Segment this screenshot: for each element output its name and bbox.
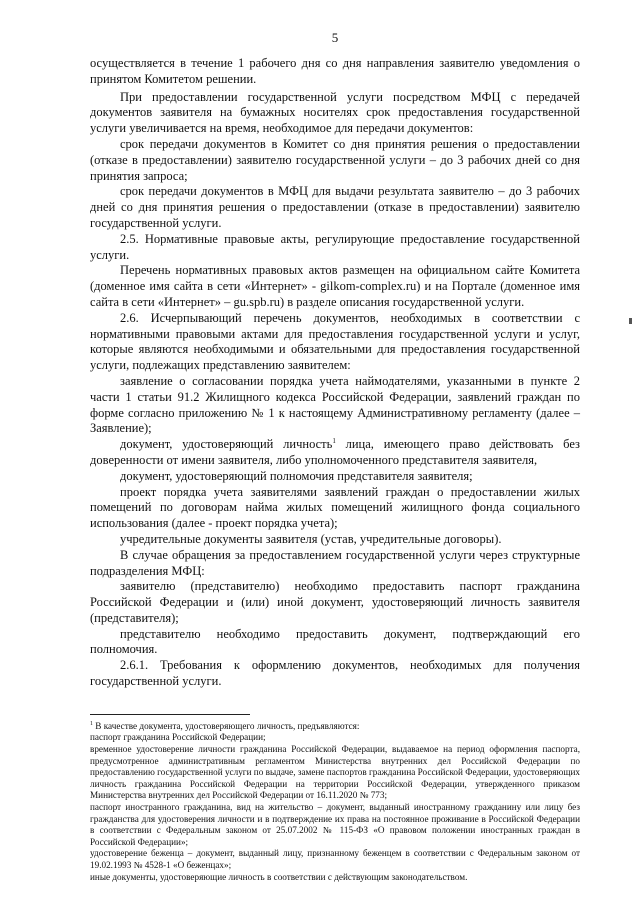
section-heading: 2.5. Нормативные правовые акты, регулирующие предоставление государственной услуги. [90,231,580,262]
scan-edge-mark [629,318,632,324]
footnote-ref[interactable]: 1 [332,436,336,445]
paragraph: срок передачи документов в Комитет со дня принятия решения о предоставлении (отказе в предоставлении) заявителю государственной услуги – до 3 рабочих дней со дня принятия запроса; [90,136,580,183]
footnote-item: паспорт гражданина Российской Федерации; [90,732,266,743]
footnote-item: удостоверение беженца – документ, выданный лицу, признанному беженцем в соответствии с Федеральным законом от 19.02.1993 № 4528-1 «О беженцах»; [90,848,580,870]
main-text [90,56,580,690]
paragraph: Перечень нормативных правовых актов размещен на официальном сайте Комитета (доменное имя сайта в сети «Интернет» - gilkom-complex.ru) и на Портале (доменное имя сайта в сети «Интернет» – gu.spb.ru) в разделе описания государственной услуги. [90,263,580,309]
footnote-divider [90,714,250,715]
paragraph: представителю необходимо предоставить документ, подтверждающий его полномочия. [90,626,580,657]
paragraph: заявление о согласовании порядка учета наймодателями, указанными в пункте 2 части 1 статьи 91.2 Жилищного кодекса Российской Федерации, заявлений граждан по форме согласно приложению № 1 к настоящему Административному регламенту (далее – Заявление); [90,373,580,436]
page-number: 5 [331,30,339,45]
paragraph-with-footnote [90,437,580,469]
section-heading: 2.6. Исчерпывающий перечень документов, необходимых в соответствии с нормативными правовыми актами для предоставления государственной услуги и услуг, которые являются необходимыми и обязательными для предоставления государственной услуги, подлежащих представлению заявителем: [90,310,580,373]
paragraph-text: документ, удостоверяющий личность [120,437,333,452]
footnotes [90,721,580,883]
paragraph: В случае обращения за предоставлением государственной услуги через структурные подразделения МФЦ: [90,547,580,578]
section-heading: 2.6.1. Требования к оформлению документов, необходимых для получения государственной услуги. [90,658,580,689]
footnote-text: В качестве документа, удостоверяющего личность, предъявляются: [93,720,360,731]
paragraph: учредительные документы заявителя (устав, учредительные договоры). [120,531,502,546]
footnote-item: иные документы, удостоверяющие личность в соответствии с действующим законодательством. [90,871,468,882]
footnote-item [90,721,580,733]
footnote-item: паспорт иностранного гражданина, вид на жительство – документ, выданный иностранному гражданину или лицу без гражданства для удостоверения личности и в подтверждение их права на постоянное проживание в Российской Федерации в соответствии с Федеральным законом от 25.07.2002 № 115-ФЗ «О правовом положении иностранных граждан в Российской Федерации»; [90,802,580,847]
paragraph: При предоставлении государственной услуги посредством МФЦ с передачей документов заявителя на бумажных носителях срок предоставления государственной услуги увеличивается на время, необходимое для передачи документов: [90,89,580,136]
paragraph: осуществляется в течение 1 рабочего дня со дня направления заявителю уведомления о принятом Комитетом решении. [90,56,580,86]
paragraph: проект порядка учета заявителями заявлений граждан о предоставлении жилых помещений по договорам найма жилых помещений жилищного фонда социального использования (далее - проект порядка учета); [90,484,580,531]
footnote-item: временное удостоверение личности гражданина Российской Федерации, выдаваемое на период оформления паспорта, предусмотренное административным регламентом Министерства внутренних дел Российской Федерации по предоставлению государственной услуги по выдаче, замене паспортов гражданина Российской Федерации, удостоверяющих личность гражданина Российской Федерации на территории Российской Федерации, утвержденного приказом Министерства внутренних дел Российской Федерации от 16.11.2020 № 773; [90,744,580,801]
paragraph-text: лица, имеющего право действовать без доверенности от имени заявителя, либо уполномоченного представителя заявителя, [90,437,580,467]
paragraph: документ, удостоверяющий полномочия представителя заявителя; [120,468,473,483]
paragraph: заявителю (представителю) необходимо предоставить паспорт гражданина Российской Федерации и (или) иной документ, удостоверяющий личность заявителя (представителя); [90,579,580,625]
footnote-marker: 1 [90,720,93,727]
paragraph: срок передачи документов в МФЦ для выдачи результата заявителю – до 3 рабочих дней со дня принятия решения о предоставлении (отказе в предоставлении) заявителю государственной услуги. [90,184,580,230]
